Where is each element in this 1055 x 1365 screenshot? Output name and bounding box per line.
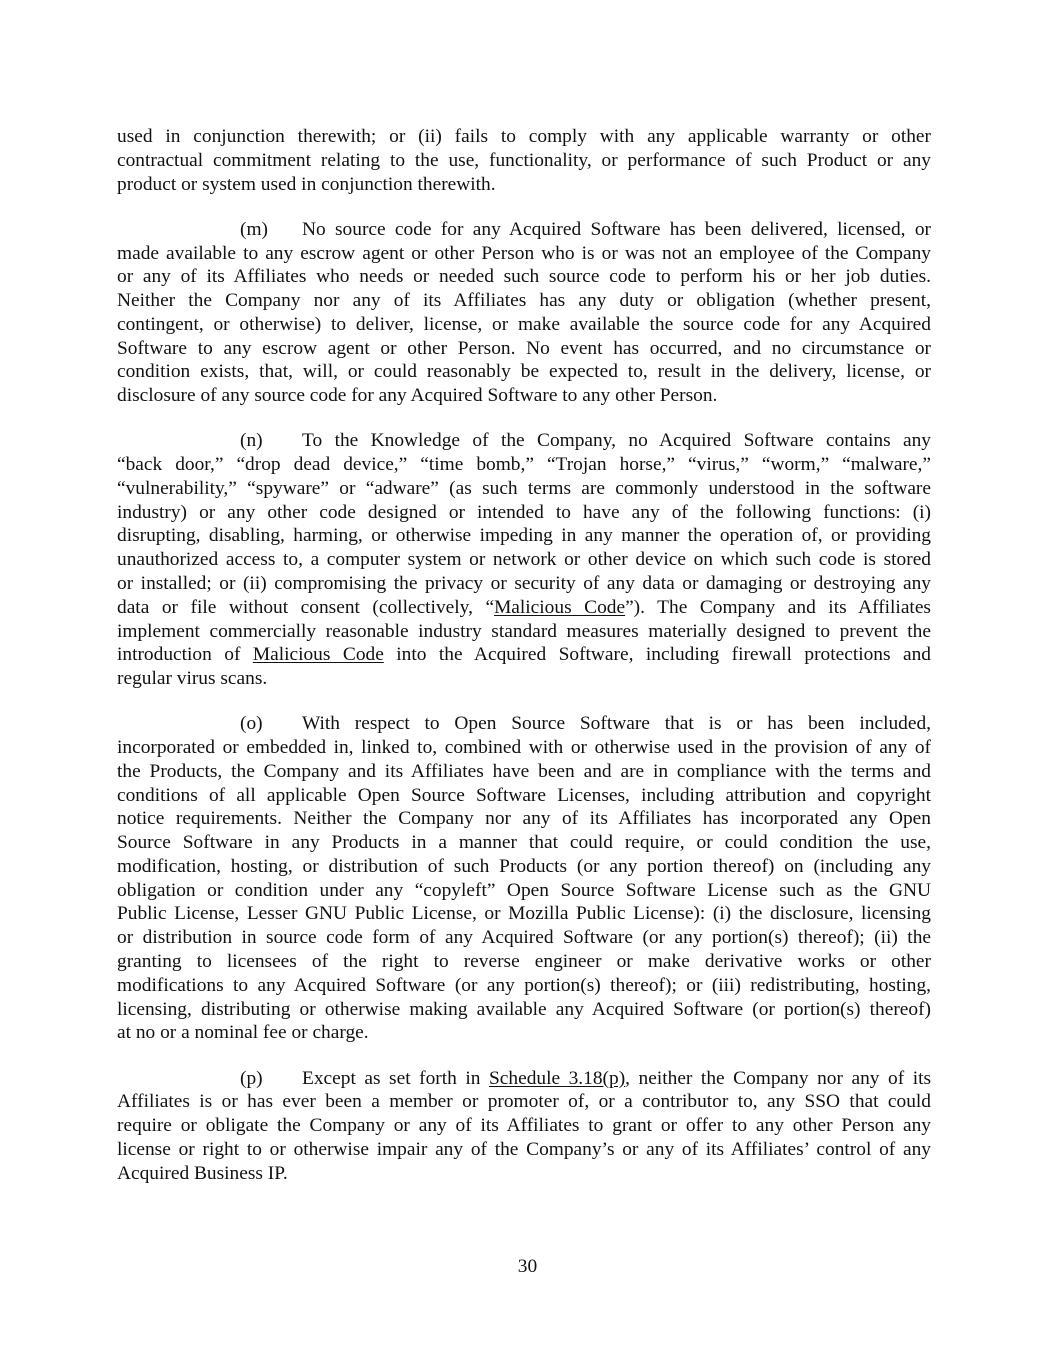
text-line: licensing, distributing or otherwise making available any Acquired Software (or portion(s) thereof) bbox=[117, 998, 931, 1020]
text-line: or distribution in source code form of any Acquired Software (or any portion(s) thereof); (ii) the bbox=[117, 927, 931, 949]
text-line: disrupting, disabling, harming, or otherwise impeding in any manner the operation of, or providing bbox=[117, 525, 931, 547]
text-line: Affiliates is or has ever been a member or promoter of, or a contributor to, any SSO that could bbox=[117, 1091, 931, 1113]
text-line: or any of its Affiliates who needs or needed such source code to perform his or her job duties. bbox=[117, 266, 931, 288]
text-line: Acquired Business IP. bbox=[117, 1162, 288, 1184]
text-line: contingent, or otherwise) to deliver, license, or make available the source code for any Acquired bbox=[117, 313, 931, 335]
text-line: Public License, Lesser GNU Public License, or Mozilla Public License): (i) the disclosure, licensing bbox=[117, 903, 931, 925]
text-line: require or obligate the Company or any of its Affiliates to grant or offer to any other Person any bbox=[117, 1115, 931, 1137]
text-line: condition exists, that, will, or could reasonably be expected to, result in the delivery, license, or bbox=[117, 361, 931, 383]
page-number: 30 bbox=[517, 1256, 538, 1277]
text-line: data or file without consent (collectively, “Malicious Code”). The Company and its Affiliates bbox=[117, 596, 931, 618]
defined-term: Malicious Code bbox=[494, 596, 626, 618]
text-line: “vulnerability,” “spyware” or “adware” (as such terms are commonly understood in the software bbox=[117, 477, 931, 499]
text-line: or installed; or (ii) compromising the privacy or security of any data or damaging or destroying any bbox=[117, 573, 931, 595]
text-line: product or system used in conjunction therewith. bbox=[117, 173, 496, 195]
text-line: industry) or any other code designed or intended to have any of the following functions: (i) bbox=[117, 501, 931, 523]
text-line: Source Software in any Products in a manner that could require, or could condition the use, bbox=[117, 832, 931, 854]
text-line: implement commercially reasonable industry standard measures materially designed to prevent the bbox=[117, 620, 931, 642]
text-line: made available to any escrow agent or other Person who is or was not an employee of the Company bbox=[117, 242, 931, 264]
text-line: Software to any escrow agent or other Person. No event has occurred, and no circumstance or bbox=[117, 337, 931, 359]
text-line: unauthorized access to, a computer system or network or other device on which such code is stored bbox=[117, 549, 931, 571]
text-line: introduction of Malicious Code into the Acquired Software, including firewall protections and bbox=[117, 644, 931, 666]
section-label: (m) bbox=[240, 218, 268, 240]
defined-term: Malicious Code bbox=[252, 644, 384, 666]
text-line: at no or a nominal fee or charge. bbox=[117, 1022, 369, 1044]
text-line: license or right to or otherwise impair any of the Company’s or any of its Affiliates’ control of any bbox=[117, 1138, 931, 1160]
text-line: incorporated or embedded in, linked to, combined with or otherwise used in the provision of any of bbox=[117, 737, 931, 759]
text-line: obligation or condition under any “copyleft” Open Source Software License such as the GNU bbox=[117, 879, 931, 901]
text-line: Neither the Company nor any of its Affiliates has any duty or obligation (whether present, bbox=[117, 290, 931, 312]
text-line: contractual commitment relating to the use, functionality, or performance of such Product or any bbox=[117, 149, 931, 171]
section-m bbox=[117, 218, 931, 408]
text-line: the Products, the Company and its Affiliates have been and are in compliance with the terms and bbox=[117, 760, 931, 782]
text-line: (m) No source code for any Acquired Software has been delivered, licensed, or bbox=[240, 218, 931, 240]
text-line: (p) Except as set forth in Schedule 3.18(p), neither the Company nor any of its bbox=[240, 1067, 932, 1089]
text-line: “back door,” “drop dead device,” “time bomb,” “Trojan horse,” “virus,” “worm,” “malware,” bbox=[117, 454, 931, 476]
text-line: modifications to any Acquired Software (or any portion(s) thereof); or (iii) redistributing, hosting, bbox=[117, 974, 931, 996]
text-line: modification, hosting, or distribution of such Products (or any portion thereof) on (including any bbox=[117, 855, 931, 877]
section-o bbox=[117, 712, 931, 1045]
section-p bbox=[117, 1067, 931, 1186]
defined-term: Schedule 3.18(p) bbox=[489, 1067, 626, 1089]
section-n bbox=[117, 429, 931, 690]
paragraph-continuation bbox=[117, 125, 931, 196]
text-line: disclosure of any source code for any Acquired Software to any other Person. bbox=[117, 385, 718, 407]
text-line: granting to licensees of the right to reverse engineer or make derivative works or other bbox=[117, 951, 931, 972]
text-line: notice requirements. Neither the Company nor any of its Affiliates has incorporated any Open bbox=[117, 808, 931, 830]
section-label: (p) bbox=[240, 1067, 263, 1089]
text-line: used in conjunction therewith; or (ii) fails to comply with any applicable warranty or other bbox=[117, 126, 931, 147]
text-line: (n) To the Knowledge of the Company, no Acquired Software contains any bbox=[240, 430, 931, 452]
section-label: (o) bbox=[240, 713, 263, 735]
text-line: conditions of all applicable Open Source Software Licenses, including attribution and copyright bbox=[117, 784, 931, 806]
document-body bbox=[117, 125, 931, 1207]
text-line: regular virus scans. bbox=[117, 668, 268, 690]
section-label: (n) bbox=[240, 430, 263, 452]
text-line: (o) With respect to Open Source Software that is or has been included, bbox=[240, 713, 931, 735]
